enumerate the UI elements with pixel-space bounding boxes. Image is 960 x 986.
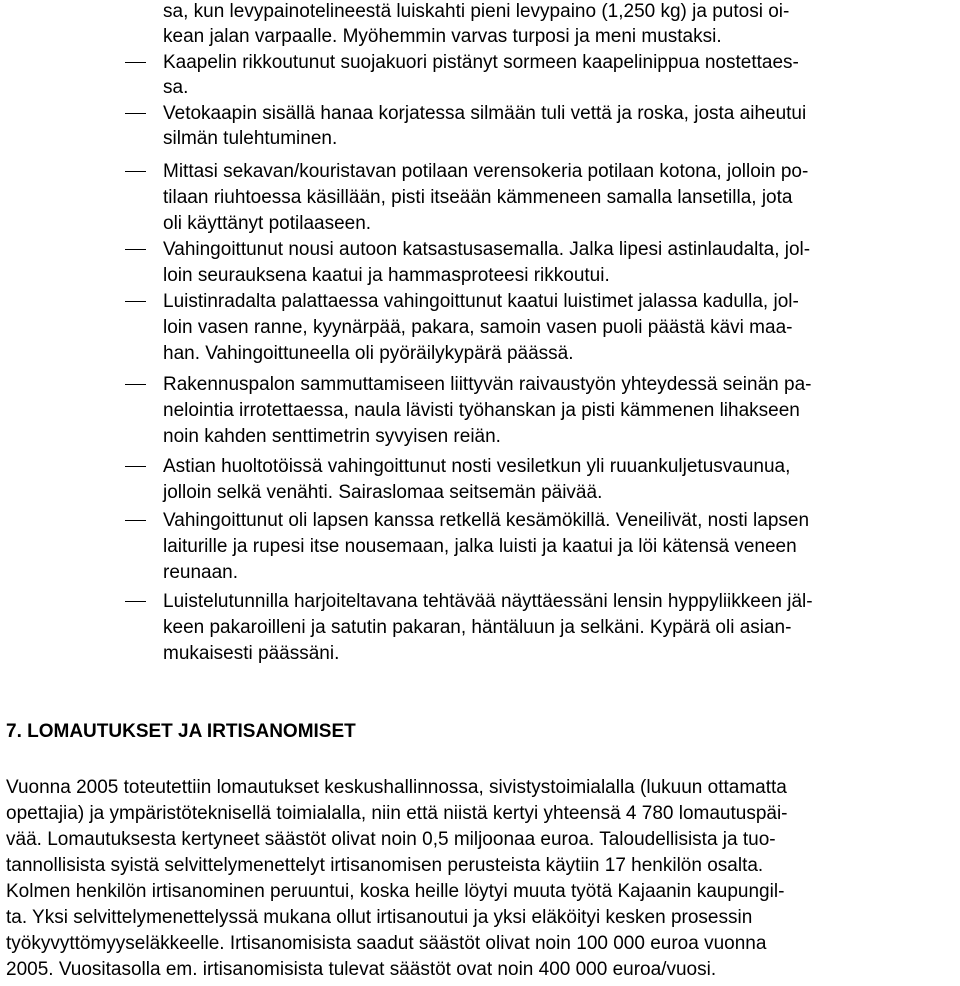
list-dash-marker xyxy=(125,601,146,602)
list-item-line: loin seurauksena kaatui ja hammasproteesi rikkoutui. xyxy=(163,265,610,286)
list-item-line: Vetokaapin sisällä hanaa korjatessa silmään tuli vettä ja roska, josta aiheutui xyxy=(163,103,807,124)
list-dash-marker xyxy=(125,301,146,302)
list-item-line: han. Vahingoittuneella oli pyöräilykypärä päässä. xyxy=(163,343,574,364)
list-item-line: Mittasi sekavan/kouristavan potilaan verensokeria potilaan kotona, jolloin po- xyxy=(163,161,809,182)
paragraph-line: Kolmen henkilön irtisanominen peruuntui, koska heille löytyi muuta työtä Kajaanin kaupungil- xyxy=(6,881,785,902)
list-item-line: laiturille ja rupesi itse nousemaan, jalka luisti ja kaatui ja löi kätensä veneen xyxy=(163,536,797,557)
list-dash-marker xyxy=(125,62,146,63)
list-item-line: Rakennuspalon sammuttamiseen liittyvän raivaustyön yhteydessä seinän pa- xyxy=(163,374,812,395)
list-item-line: Luistinradalta palattaessa vahingoittunut kaatui luistimet jalassa kadulla, jol- xyxy=(163,291,799,312)
list-item-line: Kaapelin rikkoutunut suojakuori pistänyt sormeen kaapelinippua nostettaes- xyxy=(163,52,799,73)
list-item-line: loin vasen ranne, kyynärpää, pakara, samoin vasen puoli päästä kävi maa- xyxy=(163,317,793,338)
list-item-line: Vahingoittunut nousi autoon katsastusasemalla. Jalka lipesi astinlaudalta, jol- xyxy=(163,239,811,260)
list-item-line: jolloin selkä venähti. Sairaslomaa seitsemän päivää. xyxy=(163,482,603,503)
list-item-line: tilaan riuhtoessa käsillään, pisti itseään kämmeneen samalla lansetilla, jota xyxy=(163,187,793,208)
list-item-line: Luistelutunnilla harjoiteltavana tehtävää näyttäessäni lensin hyppyliikkeen jäl- xyxy=(163,591,813,612)
list-dash-marker xyxy=(125,520,146,521)
list-item-line: noin kahden senttimetrin syvyisen reiän. xyxy=(163,426,501,447)
paragraph-line: Vuonna 2005 toteutettiin lomautukset keskushallinnossa, sivistystoimialalla (lukuun ottamatta xyxy=(6,777,787,798)
list-continuation-line: sa, kun levypainotelineestä luiskahti pieni levypaino (1,250 kg) ja putosi oi- xyxy=(163,1,790,22)
list-item-line: nelointia irrotettaessa, naula lävisti työhanskan ja pisti kämmenen lihakseen xyxy=(163,400,800,421)
paragraph-line: 2005. Vuositasolla em. irtisanomisista tulevat säästöt ovat noin 400 000 euroa/vuosi. xyxy=(6,959,717,980)
list-continuation-line: kean jalan varpaalle. Myöhemmin varvas turposi ja meni mustaksi. xyxy=(163,26,722,47)
paragraph-line: tannollisista syistä selvittelymenettelyt irtisanomisen perusteista käytiin 17 henkilön osalta. xyxy=(6,855,764,876)
list-item-line: sa. xyxy=(163,77,189,98)
list-item-line: silmän tulehtuminen. xyxy=(163,128,338,149)
list-item-line: reunaan. xyxy=(163,562,239,583)
list-dash-marker xyxy=(125,113,146,114)
paragraph-line: vää. Lomautuksesta kertyneet säästöt olivat noin 0,5 miljoonaa euroa. Taloudellisista ja tuo- xyxy=(6,829,776,850)
list-dash-marker xyxy=(125,249,146,250)
list-dash-marker xyxy=(125,466,146,467)
paragraph-line: ta. Yksi selvittelymenettelyssä mukana ollut irtisanoutui ja yksi eläköityi kesken prosessin xyxy=(6,907,753,928)
section-heading: 7. LOMAUTUKSET JA IRTISANOMISET xyxy=(6,721,356,742)
list-item-line: mukaisesti päässäni. xyxy=(163,643,340,664)
paragraph-line: opettajia) ja ympäristöteknisellä toimialalla, niin että niistä kertyi yhteensä 4 780 lomautuspäi- xyxy=(6,803,788,824)
paragraph-line: työkyvyttömyyseläkkeelle. Irtisanomisista saadut säästöt olivat noin 100 000 euroa vuonna xyxy=(6,933,767,954)
list-item-line: Vahingoittunut oli lapsen kanssa retkellä kesämökillä. Veneilivät, nosti lapsen xyxy=(163,510,810,531)
list-item-line: keen pakaroilleni ja satutin pakaran, häntäluun ja selkäni. Kypärä oli asian- xyxy=(163,617,792,638)
list-dash-marker xyxy=(125,384,146,385)
list-item-line: oli käyttänyt potilaaseen. xyxy=(163,213,372,234)
list-item-line: Astian huoltotöissä vahingoittunut nosti vesiletkun yli ruuankuljetusvaunua, xyxy=(163,456,791,477)
list-dash-marker xyxy=(125,171,146,172)
